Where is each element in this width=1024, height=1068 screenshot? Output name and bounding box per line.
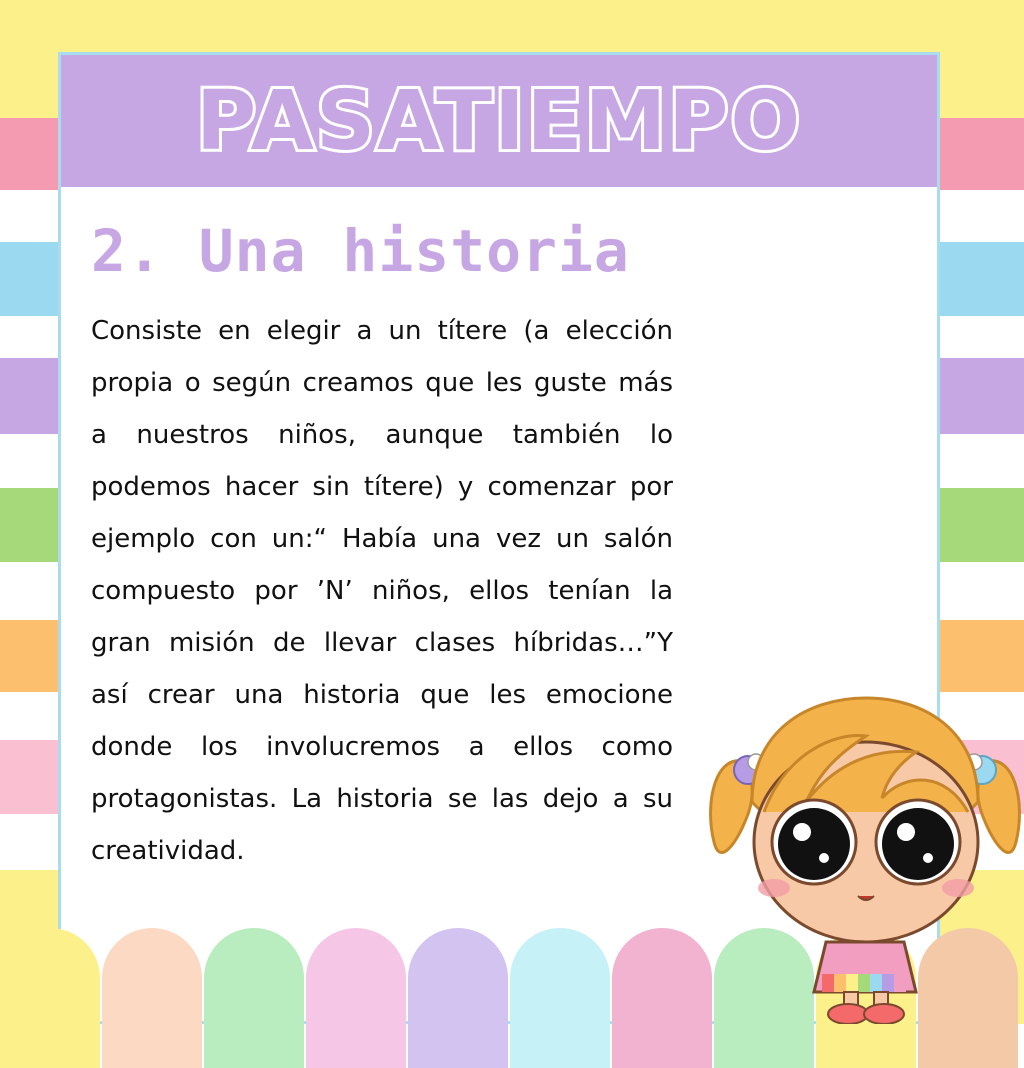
banner-title: PASATIEMPO [195,73,803,169]
section-body: Consiste en elegir a un títere (a elección propia o según creamos que les guste más a nuestros niños, aunque también lo podemos hacer sin títere) y comenzar por ejemplo con un:“ Había una vez un salón compuesto por ’N’ niños, ellos tenían la gran misión de llevar clases híbridas…”Y así crear una historia que les emocione donde los involucremos a ellos como protagonistas. La historia se las dejo a su creatividad. [91,316,673,866]
character-eye-right [876,800,960,884]
scallop-bump [0,928,100,1068]
scallop-bump [204,928,304,1068]
section-heading: 2. Una historia [91,217,630,285]
character-eye-left [772,800,856,884]
girl-character-illustration [706,692,1024,1024]
scallop-bump [510,928,610,1068]
scallop-bump [102,928,202,1068]
title-banner [61,55,937,187]
scallop-bump [306,928,406,1068]
cheek-left [758,879,790,897]
scallop-bump [612,928,712,1068]
cheek-right [942,879,974,897]
scallop-bump [408,928,508,1068]
